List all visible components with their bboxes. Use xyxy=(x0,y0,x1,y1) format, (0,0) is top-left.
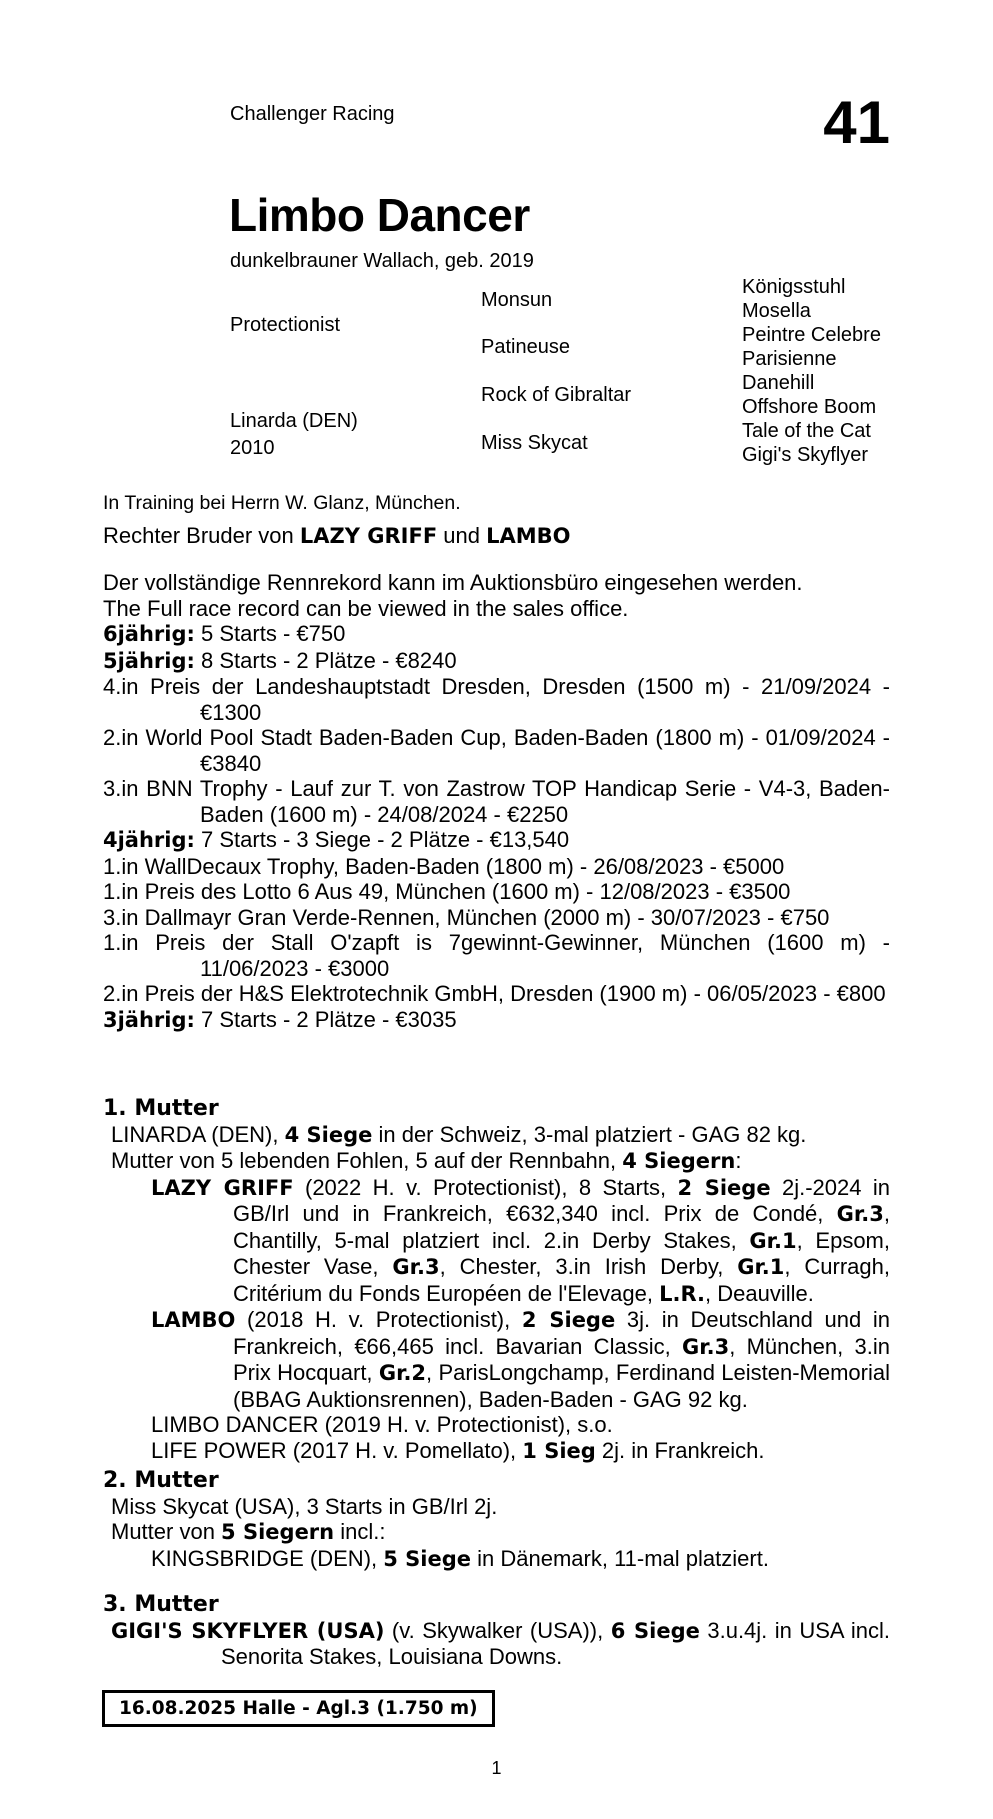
dam3-wins: 6 Siege xyxy=(610,1618,700,1643)
offspring-text: , ParisLongchamp, Ferdinand Leisten-Memorial (BBAG Auktionsrennen), Baden-Baden - GAG 92 kg. xyxy=(233,1360,891,1412)
age3-row xyxy=(103,1007,890,1034)
race-entry: 4.in Preis der Landeshauptstadt Dresden, Dresden (1500 m) - 21/09/2024 - €1300 xyxy=(103,674,890,725)
offspring-lazy-griff xyxy=(111,1175,890,1308)
offspring-kingsbridge xyxy=(111,1546,890,1573)
race-entry: 3.in BNN Trophy - Lauf zur T. von Zastrow TOP Handicap Serie - V4-3, Baden-Baden (1600 m) - 24/08/2024 - €2250 xyxy=(103,776,890,827)
pedigree-gen2-1: Monsun xyxy=(481,289,553,311)
pedigree-dam: Linarda (DEN) xyxy=(230,410,358,432)
offspring-bold: Gr.1 xyxy=(749,1228,797,1253)
race-entry: 2.in World Pool Stadt Baden-Baden Cup, Baden-Baden (1800 m) - 01/09/2024 - €3840 xyxy=(103,725,890,776)
offspring-text: 3j. in Deutschland und in Frankreich, €66,465 incl. Bavarian Classic, xyxy=(233,1307,890,1359)
age4-summary: 7 Starts - 3 Siege - 2 Plätze - €13,540 xyxy=(194,827,570,852)
pedigree-gen3-6: Offshore Boom xyxy=(742,396,877,418)
dam3-name: GIGI'S SKYFLYER (USA) xyxy=(111,1618,385,1643)
offspring-bold: 2 Siege xyxy=(521,1308,616,1332)
pedigree-gen3-7: Tale of the Cat xyxy=(742,420,871,442)
offspring-text: , Deauville. xyxy=(705,1280,814,1306)
dam3-title: 3. Mutter xyxy=(103,1592,219,1617)
dam2-winners: 5 Siegern xyxy=(221,1520,335,1544)
pedigree-dam-year: 2010 xyxy=(230,437,275,459)
offspring-name: LAMBO xyxy=(151,1308,236,1332)
sibling-line xyxy=(103,523,571,549)
offspring-lambo xyxy=(111,1307,890,1412)
sibling-name-2: LAMBO xyxy=(486,524,571,548)
pedigree-sire: Protectionist xyxy=(230,314,341,336)
pedigree-gen3-1: Königsstuhl xyxy=(742,276,846,298)
dam1-body xyxy=(103,1122,890,1465)
dam2-line2 xyxy=(111,1519,890,1546)
pedigree-gen2-4: Miss Skycat xyxy=(481,432,588,454)
dam1-title: 1. Mutter xyxy=(103,1096,219,1121)
lot-number: 41 xyxy=(823,89,890,156)
horse-description: dunkelbrauner Wallach, geb. 2019 xyxy=(230,250,534,272)
dam3-text: 3.u.4j. in USA incl. Senorita Stakes, Louisiana Downs. xyxy=(221,1617,890,1669)
pedigree-gen3-column xyxy=(742,275,881,467)
offspring-text: , Chantilly, 5-mal platziert incl. 2.in Derby Stakes, xyxy=(233,1201,890,1253)
pedigree-gen3-4: Parisienne xyxy=(742,348,837,370)
pedigree-gen3-8: Gigi's Skyflyer xyxy=(742,444,869,466)
sibling-prefix: Rechter Bruder von xyxy=(103,523,300,548)
offspring-text: (2018 H. v. Protectionist), xyxy=(235,1307,522,1332)
dam3-text: (v. Skywalker (USA)), xyxy=(384,1617,611,1643)
offspring-text: , Curragh, Critérium du Fonds Européen de l'Elevage, xyxy=(233,1254,890,1306)
age5-summary: 8 Starts - 2 Plätze - €8240 xyxy=(194,647,457,673)
pedigree-gen3-3: Peintre Celebre xyxy=(742,324,881,346)
offspring-text: , Epsom, Chester Vase, xyxy=(233,1227,890,1279)
consignor-name: Challenger Racing xyxy=(230,103,395,125)
offspring-bold: 1 Sieg xyxy=(522,1438,596,1463)
race-record xyxy=(103,570,890,1033)
offspring-text: (2022 H. v. Protectionist), 8 Starts, xyxy=(293,1174,678,1200)
age6-row xyxy=(103,621,890,648)
offspring-bold: Gr.1 xyxy=(737,1255,785,1279)
dam1-line2 xyxy=(111,1148,890,1175)
offspring-name: LAZY GRIFF xyxy=(151,1175,294,1200)
age6-summary: 5 Starts - €750 xyxy=(194,621,346,646)
pedigree-gen3-5: Danehill xyxy=(742,372,815,394)
dam3-line xyxy=(103,1618,890,1670)
dam2-body xyxy=(103,1494,890,1573)
offspring-text: KINGSBRIDGE (DEN), xyxy=(151,1545,384,1571)
sibling-name-1: LAZY GRIFF xyxy=(299,524,438,548)
race-entry: 1.in Preis des Lotto 6 Aus 49, München (1600 m) - 12/08/2023 - €3500 xyxy=(103,879,791,904)
age3-summary: 7 Starts - 2 Plätze - €3035 xyxy=(194,1006,457,1032)
offspring-bold: Gr.2 xyxy=(378,1361,427,1385)
horse-name: Limbo Dancer xyxy=(229,189,530,241)
offspring-text: , München, 3.in Prix Hocquart, xyxy=(233,1333,890,1385)
age4-label: 4jährig: xyxy=(103,828,195,852)
pedigree-gen2-2: Patineuse xyxy=(481,336,570,358)
race-entry: 1.in WallDecaux Trophy, Baden-Baden (1800 m) - 26/08/2023 - €5000 xyxy=(103,853,785,879)
training-info: In Training bei Herrn W. Glanz, München. xyxy=(103,492,461,514)
age4-row xyxy=(103,827,890,854)
race-entry: 1.in Preis der Stall O'zapft is 7gewinnt-Gewinner, München (1600 m) - 11/06/2023 - €3000 xyxy=(103,930,890,981)
dam1-text: in der Schweiz, 3-mal platziert - GAG 82 kg. xyxy=(372,1121,807,1147)
dam3-section xyxy=(103,1592,890,1670)
sale-info-box: 16.08.2025 Halle - Agl.3 (1.750 m) xyxy=(102,1690,495,1727)
offspring-text: in Dänemark, 11-mal platziert. xyxy=(471,1545,769,1571)
offspring-text: 2j.-2024 in GB/Irl und in Frankreich, €632,340 incl. Prix de Condé, xyxy=(233,1174,891,1226)
record-note-en: The Full race record can be viewed in the sales office. xyxy=(103,595,629,621)
dam1-winners: 4 Siegern xyxy=(622,1149,736,1173)
dam1-section xyxy=(103,1096,890,1464)
offspring-limbo-dancer: LIMBO DANCER (2019 H. v. Protectionist), s.o. xyxy=(151,1412,613,1437)
dam1-line1 xyxy=(111,1122,890,1149)
offspring-bold: Gr.3 xyxy=(682,1334,730,1359)
age5-row xyxy=(103,648,890,675)
dam1-text: LINARDA (DEN), xyxy=(111,1121,285,1147)
offspring-bold: Gr.3 xyxy=(392,1255,440,1279)
page-number: 1 xyxy=(491,1758,502,1778)
race-entry: 3.in Dallmayr Gran Verde-Rennen, München (2000 m) - 30/07/2023 - €750 xyxy=(103,904,830,930)
race-entry: 2.in Preis der H&S Elektrotechnik GmbH, Dresden (1900 m) - 06/05/2023 - €800 xyxy=(103,981,886,1006)
offspring-bold: 2 Siege xyxy=(677,1175,771,1200)
offspring-bold: 5 Siege xyxy=(383,1546,472,1571)
age5-label: 5jährig: xyxy=(103,648,195,673)
dam2-section xyxy=(103,1468,890,1572)
dam2-line1: Miss Skycat (USA), 3 Starts in GB/Irl 2j. xyxy=(111,1493,498,1519)
dam2-text: Mutter von xyxy=(111,1519,222,1544)
offspring-bold: Gr.3 xyxy=(836,1202,884,1226)
offspring-text: LIFE POWER (2017 H. v. Pomellato), xyxy=(151,1437,523,1463)
offspring-text: 2j. in Frankreich. xyxy=(595,1437,765,1463)
pedigree-gen3-2: Mosella xyxy=(742,300,811,322)
sibling-mid: und xyxy=(437,523,487,548)
dam2-title: 2. Mutter xyxy=(103,1468,219,1493)
dam2-text: incl.: xyxy=(334,1519,386,1544)
record-note-de: Der vollständige Rennrekord kann im Auktionsbüro eingesehen werden. xyxy=(103,570,803,595)
offspring-text: , Chester, 3.in Irish Derby, xyxy=(439,1254,738,1279)
pedigree-gen2-3: Rock of Gibraltar xyxy=(481,384,632,406)
offspring-bold: L.R. xyxy=(659,1281,706,1306)
dam1-text: Mutter von 5 lebenden Fohlen, 5 auf der Rennbahn, xyxy=(111,1148,623,1173)
dam1-text: : xyxy=(735,1148,742,1173)
offspring-life-power xyxy=(111,1438,890,1465)
dam1-wins: 4 Siege xyxy=(284,1122,373,1147)
age3-label: 3jährig: xyxy=(103,1007,195,1032)
age6-label: 6jährig: xyxy=(103,622,195,646)
